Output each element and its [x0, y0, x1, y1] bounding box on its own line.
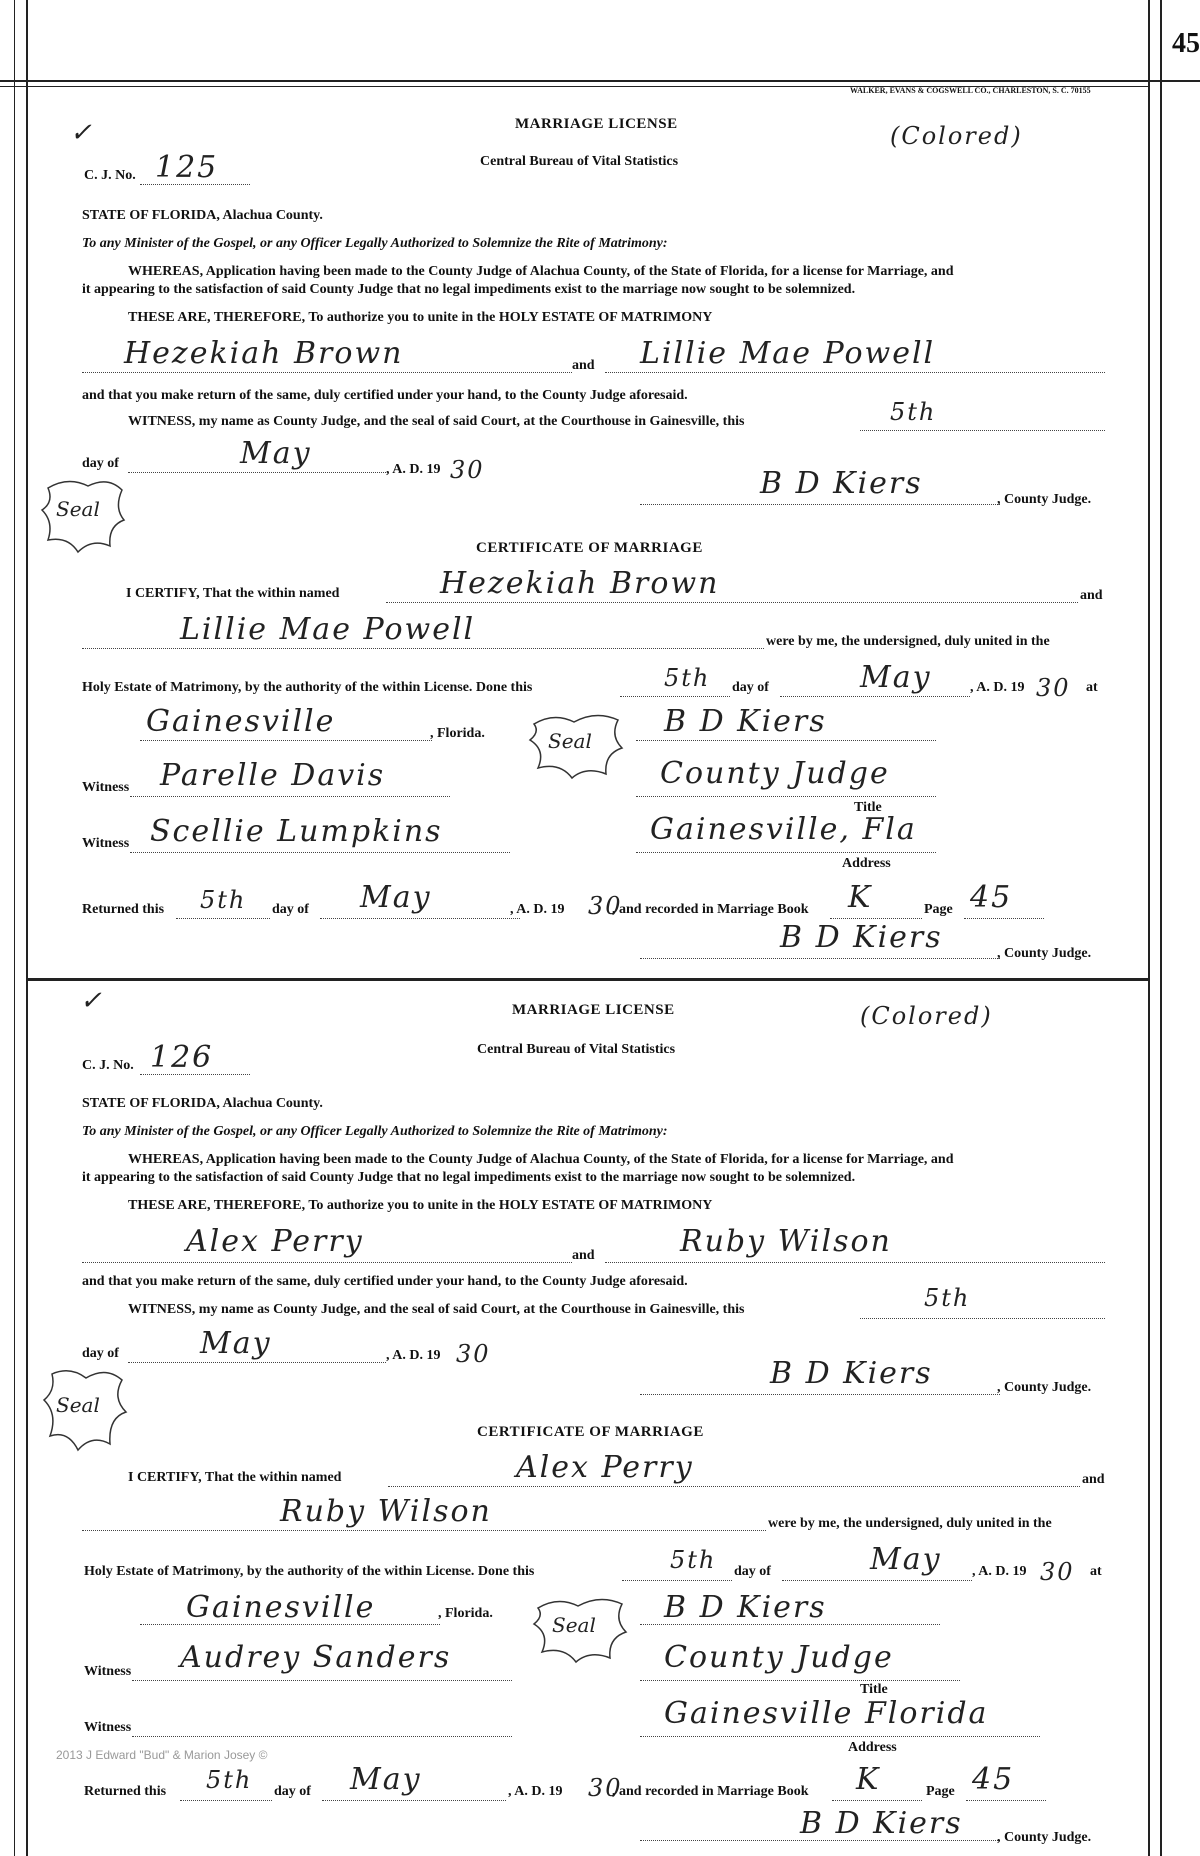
license-year-2: 30 — [456, 1340, 491, 1368]
day-of-label-r2-2: day of — [734, 1564, 771, 1579]
certificate-place: Gainesville — [146, 704, 336, 739]
seal-label-4: Seal — [552, 1613, 596, 1637]
and-label-2: and — [1080, 588, 1103, 603]
certificate-month: May — [860, 660, 932, 695]
returned-this-label: Returned this — [82, 902, 165, 917]
day-of-label-r2-3: day of — [274, 1784, 311, 1799]
bride-name: Lillie Mae Powell — [640, 336, 936, 371]
book-value: K — [848, 880, 873, 915]
these-are-line-2: THESE ARE, THEREFORE, To authorize you to unite in the HOLY ESTATE OF MATRIMONY — [128, 1198, 713, 1213]
whereas-line-2: it appearing to the satisfaction of said County Judge that no legal impediments exist to the marriage now sought to be solemnized. — [82, 282, 856, 297]
these-are-line: THESE ARE, THEREFORE, To authorize you to unite in the HOLY ESTATE OF MATRIMONY — [128, 310, 713, 325]
and-label-r2: and — [572, 1248, 595, 1263]
license-title: MARRIAGE LICENSE — [515, 116, 678, 132]
return-judge-signature-2: B D Kiers — [800, 1806, 963, 1841]
right-border — [1148, 0, 1150, 1856]
whereas-line-2-2: it appearing to the satisfaction of said County Judge that no legal impediments exist to the marriage now sought to be solemnized. — [82, 1170, 856, 1185]
title-label: Title — [854, 800, 882, 815]
certificate-title-2: CERTIFICATE OF MARRIAGE — [477, 1424, 704, 1440]
were-by-me-label-2: were by me, the undersigned, duly united in the — [768, 1516, 1052, 1531]
officiant-address-2: Gainesville Florida — [664, 1696, 989, 1731]
witness-2-label-2: Witness — [84, 1720, 132, 1735]
day-of-label-3: day of — [272, 902, 309, 917]
certificate-day: 5th — [664, 664, 711, 692]
seal-label-3: Seal — [56, 1393, 100, 1417]
whereas-line-1: WHEREAS, Application having been made to the County Judge of Alachua County, of the State of Florida, for a license for Marriage, and — [128, 264, 954, 279]
license-day-2: 5th — [924, 1284, 971, 1312]
certificate-day-2: 5th — [670, 1546, 717, 1574]
officiant-title-2: County Judge — [664, 1640, 894, 1675]
book-value-2: K — [856, 1762, 881, 1797]
cj-no-label: C. J. No. — [84, 168, 136, 183]
colored-note: (Colored) — [890, 122, 1023, 150]
florida-label-2: , Florida. — [438, 1606, 493, 1621]
witness-1-label: Witness — [82, 780, 130, 795]
license-title-2: MARRIAGE LICENSE — [512, 1002, 675, 1018]
page-value: 45 — [970, 880, 1013, 915]
copyright-note: 2013 J Edward "Bud" & Marion Josey © — [56, 1748, 268, 1762]
ad-label-r2-3: , A. D. 19 — [508, 1784, 563, 1799]
license-month-2: May — [200, 1326, 272, 1361]
seal-stamp-2 — [526, 710, 626, 780]
and-label: and — [572, 358, 595, 373]
officiant-address: Gainesville, Fla — [650, 812, 917, 847]
page-label-2: Page — [926, 1784, 955, 1799]
witness-2-label: Witness — [82, 836, 130, 851]
day-of-label: day of — [82, 456, 119, 471]
recorded-label-2: , and recorded in Marriage Book — [612, 1784, 809, 1799]
certificate-year-2: 30 — [1040, 1558, 1075, 1586]
to-any-line-2: To any Minister of the Gospel, or any Officer Legally Authorized to Solemnize the Rite of Matrimony: — [82, 1124, 668, 1139]
page-value-2: 45 — [972, 1762, 1015, 1797]
certificate-bride: Lillie Mae Powell — [180, 612, 476, 647]
state-line-2: STATE OF FLORIDA, Alachua County. — [82, 1096, 323, 1111]
officiant-signature: B D Kiers — [664, 704, 827, 739]
certificate-bride-2: Ruby Wilson — [280, 1494, 492, 1529]
seal-stamp-1 — [38, 476, 128, 556]
top-rule — [0, 80, 1200, 82]
returned-month-2: May — [350, 1762, 422, 1797]
seal-stamp-4 — [530, 1594, 630, 1664]
returned-this-label-2: Returned this — [84, 1784, 167, 1799]
witness-1-name: Parelle Davis — [160, 758, 386, 793]
county-judge-label-r2: , County Judge. — [997, 1380, 1092, 1395]
to-any-line: To any Minister of the Gospel, or any Officer Legally Authorized to Solemnize the Rite of Matrimony: — [82, 236, 668, 251]
certificate-place-2: Gainesville — [186, 1590, 376, 1625]
officiant-signature-2: B D Kiers — [664, 1590, 827, 1625]
holy-estate-label-2: Holy Estate of Matrimony, by the authority of the within License. Done this — [84, 1564, 535, 1579]
license-month: May — [240, 436, 312, 471]
certificate-month-2: May — [870, 1542, 942, 1577]
returned-day-2: 5th — [206, 1766, 253, 1794]
returned-year: 30 — [588, 892, 623, 920]
witness-1-label-2: Witness — [84, 1664, 132, 1679]
cj-no-label-2: C. J. No. — [82, 1058, 134, 1073]
certificate-year: 30 — [1036, 674, 1071, 702]
certificate-title: CERTIFICATE OF MARRIAGE — [476, 540, 703, 556]
license-judge-signature: B D Kiers — [760, 466, 923, 501]
title-label-2: Title — [860, 1682, 888, 1697]
return-judge-signature: B D Kiers — [780, 920, 943, 955]
record-divider — [28, 978, 1148, 981]
witness-my-name-2: WITNESS, my name as County Judge, and the seal of said Court, at the Courthouse in Gainesville, this — [128, 1302, 745, 1317]
whereas-line-1-2: WHEREAS, Application having been made to the County Judge of Alachua County, of the State of Florida, for a license for Marriage, and — [128, 1152, 954, 1167]
page-label: Page — [924, 902, 953, 917]
license-day: 5th — [890, 398, 937, 426]
groom-name-2: Alex Perry — [186, 1224, 364, 1259]
holy-estate-label: Holy Estate of Matrimony, by the authority of the within License. Done this — [82, 680, 533, 695]
seal-label: Seal — [56, 497, 100, 521]
returned-day: 5th — [200, 886, 247, 914]
left-border — [14, 0, 15, 1856]
ad-label-r2-2: , A. D. 19 — [972, 1564, 1027, 1579]
officiant-title: County Judge — [660, 756, 890, 791]
ad-label: , A. D. 19 — [386, 462, 441, 477]
bureau-label: Central Bureau of Vital Statistics — [480, 154, 679, 169]
were-by-me-label: were by me, the undersigned, duly united in the — [766, 634, 1050, 649]
witness-my-name: WITNESS, my name as County Judge, and the seal of said Court, at the Courthouse in Gainesville, this — [128, 414, 745, 429]
day-of-label-r2: day of — [82, 1346, 119, 1361]
seal-label-2: Seal — [548, 729, 592, 753]
address-label: Address — [842, 856, 891, 871]
returned-year-2: 30 — [588, 1774, 623, 1802]
i-certify-label: I CERTIFY, That the within named — [126, 586, 340, 601]
license-judge-signature-2: B D Kiers — [770, 1356, 933, 1391]
ad-label-r2: , A. D. 19 — [386, 1348, 441, 1363]
day-of-label-2: day of — [732, 680, 769, 695]
certificate-groom-2: Alex Perry — [516, 1450, 694, 1485]
witness-1-name-2: Audrey Sanders — [180, 1640, 452, 1675]
printer-line: WALKER, EVANS & COGSWELL CO., CHARLESTON, S. C. 70155 — [850, 86, 1091, 95]
county-judge-label-2: , County Judge. — [997, 946, 1092, 961]
return-line-2: and that you make return of the same, duly certified under your hand, to the County Judge aforesaid. — [82, 1274, 688, 1289]
right-border-outer — [1160, 0, 1162, 1856]
colored-note-2: (Colored) — [860, 1002, 993, 1030]
recorded-label: , and recorded in Marriage Book — [612, 902, 809, 917]
at-label: at — [1086, 680, 1098, 695]
license-year: 30 — [450, 456, 485, 484]
return-line: and that you make return of the same, duly certified under your hand, to the County Judge aforesaid. — [82, 388, 688, 403]
ad-label-3: , A. D. 19 — [510, 902, 565, 917]
checkmark-2: ✓ — [80, 986, 104, 1016]
page-number: 45 — [1172, 28, 1200, 59]
i-certify-label-2: I CERTIFY, That the within named — [128, 1470, 342, 1485]
county-judge-label-r2-2: , County Judge. — [997, 1830, 1092, 1845]
groom-name: Hezekiah Brown — [124, 336, 404, 371]
certificate-groom: Hezekiah Brown — [440, 566, 720, 601]
witness-2-name: Scellie Lumpkins — [150, 814, 443, 849]
county-judge-label: , County Judge. — [997, 492, 1092, 507]
and-label-r2-2: and — [1082, 1472, 1105, 1487]
at-label-2: at — [1090, 1564, 1102, 1579]
bureau-label-2: Central Bureau of Vital Statistics — [477, 1042, 676, 1057]
state-line: STATE OF FLORIDA, Alachua County. — [82, 208, 323, 223]
ad-label-2: , A. D. 19 — [970, 680, 1025, 695]
seal-stamp-3 — [40, 1364, 130, 1454]
cj-no-value-2: 126 — [150, 1040, 214, 1075]
florida-label: , Florida. — [430, 726, 485, 741]
left-border-inner — [26, 0, 28, 1856]
returned-month: May — [360, 880, 432, 915]
address-label-2: Address — [848, 1740, 897, 1755]
checkmark: ✓ — [70, 118, 94, 148]
bride-name-2: Ruby Wilson — [680, 1224, 892, 1259]
cj-no-value: 125 — [155, 150, 219, 185]
